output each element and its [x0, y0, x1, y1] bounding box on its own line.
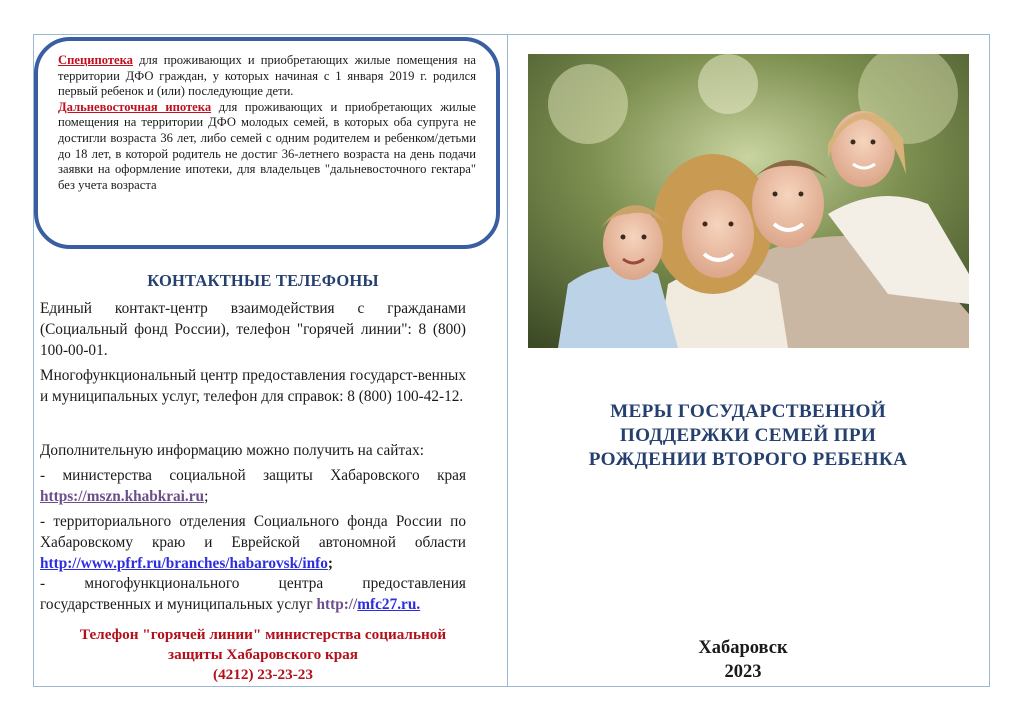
site-mfc-link[interactable]: mfc27.ru. [357, 596, 421, 613]
site-mfc-word2: центра [278, 575, 324, 592]
site-mfc-line1 [40, 573, 466, 594]
hotline-phone: (4212) 23-23-23 [213, 666, 313, 683]
hotline-line1: Телефон "горячей линии" министерства социальной [79, 626, 447, 643]
title-line2: ПОДДЕРЖКИ СЕМЕЙ ПРИ [619, 425, 877, 446]
site-ministry [40, 465, 466, 507]
contact-center-mfc: Многофункциональный центр предоставления государст-венных и муниципальных услуг, телефон для справок: 8 (800) 100-42-12. [40, 367, 466, 405]
title-line3: РОЖДЕНИИ ВТОРОГО РЕБЕНКА [588, 449, 908, 470]
contacts-heading: КОНТАКТНЫЕ ТЕЛЕФОНЫ [147, 271, 379, 290]
contact-center-sfr: Единый контакт-центр взаимодействия с гражданами (Социальный фонд России), телефон "горячей линии": 8 (800) 100-00-01. [40, 300, 466, 359]
site-ministry-end: ; [204, 488, 209, 505]
city-name: Хабаровск [698, 638, 788, 658]
site-mfc-word1: многофункционального [84, 575, 240, 592]
title-line1: МЕРЫ ГОСУДАРСТВЕННОЙ [610, 401, 886, 422]
special-mortgage-text: для проживающих и приобретающих жилые помещения на территории ДФО граждан, у которых начиная с 1 января 2019 г. родился первый ребенок и (или) последующие дети. [58, 53, 476, 99]
hotline-block [40, 625, 486, 685]
site-ministry-text: - министерства социальной защиты Хабаровского края [40, 467, 466, 484]
panel-divider [507, 34, 508, 687]
special-mortgage-paragraph [58, 53, 476, 100]
site-mfc-line2 [40, 594, 466, 615]
site-mfc-word3: предоставления [362, 575, 466, 592]
family-photo [528, 54, 969, 348]
site-sfr-text: - территориального отделения Социального фонда России по Хабаровскому краю и Еврейской автономной области [40, 513, 466, 551]
site-mfc [40, 573, 466, 615]
site-mfc-text: государственных и муниципальных услуг [40, 596, 317, 613]
site-ministry-link[interactable]: https://mszn.khabkrai.ru [40, 488, 205, 505]
site-sfr-link[interactable]: http://www.pfrf.ru/branches/habarovsk/info [40, 555, 328, 572]
far-east-mortgage-paragraph [58, 100, 476, 194]
site-mfc-dash: - [40, 575, 46, 592]
more-info-label: Дополнительную информацию можно получить на сайтах: [40, 442, 424, 459]
special-mortgage-link[interactable]: Специпотека [58, 53, 133, 67]
site-sfr-end: ; [327, 555, 333, 572]
publication-year: 2023 [724, 662, 762, 682]
hotline-line2: защиты Хабаровского края [168, 646, 358, 663]
family-photo-illustration [528, 54, 969, 348]
city-year [618, 636, 868, 684]
mortgage-info-box [34, 37, 500, 249]
site-sfr-branch [40, 511, 466, 574]
far-east-mortgage-text: для проживающих и приобретающих жилые помещения на территории ДФО молодых семей, в которых оба супруга не достигли возраста 36 лет, либо семей с одним родителем и ребенком/детьми до 18 лет, в которой родитель не достиг 36-летнего возраста на день подачи заявки на оформление ипотеки, для владельцев "дальневосточного гектара" без учета возраста [58, 99, 476, 192]
brochure-title [530, 400, 966, 472]
site-mfc-proto: http:// [316, 596, 358, 613]
far-east-mortgage-link[interactable]: Дальневосточная ипотека [58, 99, 212, 114]
